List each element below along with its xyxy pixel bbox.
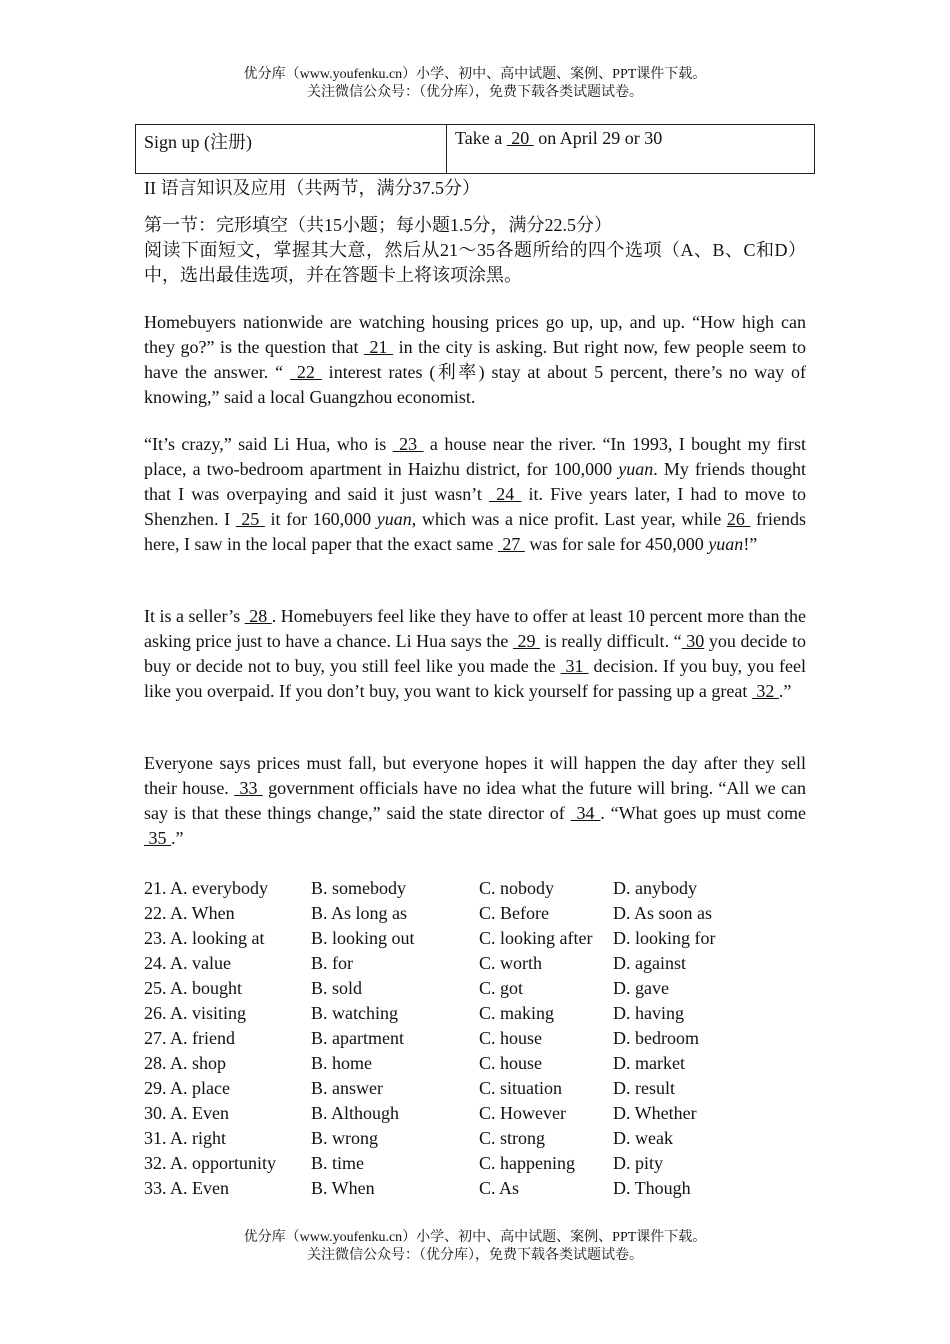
text-run: friends here, I saw in the local paper that the exact same [144,509,807,554]
passage-paragraph-4 [144,751,806,851]
option-d: D. looking for [613,928,716,948]
signup-table [135,124,815,174]
option-a: 22. A. When [144,903,235,923]
option-row [144,1076,763,1101]
passage-paragraph-1 [144,310,806,410]
option-b: B. time [311,1153,364,1173]
passage-paragraph-3 [144,604,806,704]
blank-26: 26 [726,509,751,529]
text-run: . Homebuyers feel like they have to offer at least 10 percent more than the asking price just to have a chance. Li Hua says the [144,606,806,651]
option-b: B. sold [311,978,363,998]
blank-35: 35 [144,828,171,848]
text-run: on April 29 or 30 [533,128,663,148]
part-title: II 语言知识及应用（共两节，满分37.5分） [144,178,480,198]
text-run: in the city is asking. But right now, few people seem to have the answer. “ [144,337,807,382]
text-run: .” [778,681,792,701]
blank-21: 21 [364,337,394,357]
option-a: 32. A. opportunity [144,1153,277,1173]
text-run: it. Five years later, I had to move to Shenzhen. I [144,484,807,529]
blank-20: 20 [506,128,534,148]
option-row [144,1151,763,1176]
option-d: D. result [613,1078,675,1098]
option-row [144,1126,763,1151]
table-cell-right [447,125,814,173]
blank-31: 31 [560,656,589,676]
option-b: B. looking out [311,928,415,948]
footer-line-2: 关注微信公众号：（优分库），免费下载各类试题试卷。 [307,1248,643,1263]
text-run: was for sale for 450,000 [524,534,709,554]
text-run-italic: yuan [618,459,654,479]
text-run: , which was a nice profit. Last year, while [411,509,727,529]
option-b: B. When [311,1178,375,1198]
option-b: B. for [311,953,353,973]
option-c: C. house [479,1053,542,1073]
option-d: D. pity [613,1153,664,1173]
text-run: “It’s crazy,” said Li Hua, who is [144,434,393,454]
instruction: 阅读下面短文，掌握其大意，然后从21～35各题所给的四个选项（A、B、C和D）中，选出最佳选项，并在答题卡上将该项涂黑。 [144,240,806,285]
option-d: D. bedroom [613,1028,699,1048]
blank-23: 23 [392,434,424,454]
option-a: 25. A. bought [144,978,243,998]
text-run-italic: yuan [708,534,744,554]
text-run: you decide to buy or decide not to buy, you still feel like you made the [144,631,807,676]
blank-30: 30 [681,631,705,651]
option-b: B. answer [311,1078,383,1098]
option-row [144,976,763,1001]
option-d: D. market [613,1053,685,1073]
blank-22: 22 [290,362,322,382]
option-b: B. home [311,1053,372,1073]
answer-options [144,876,763,1201]
option-a: 24. A. value [144,953,231,973]
option-a: 33. A. Even [144,1178,229,1198]
option-d: D. Whether [613,1103,697,1123]
option-c: C. making [479,1003,554,1023]
option-d: D. weak [613,1128,673,1148]
option-row [144,926,763,951]
option-a: 21. A. everybody [144,878,268,898]
text-run: government officials have no idea what the future will bring. “All we can say is that these things change,” said the state director of [144,778,807,823]
option-c: C. nobody [479,878,555,898]
blank-27: 27 [497,534,525,554]
option-a: 26. A. visiting [144,1003,247,1023]
option-c: C. However [479,1103,566,1123]
option-row [144,876,763,901]
option-d: D. against [613,953,686,973]
option-b: B. As long as [311,903,408,923]
option-c: C. worth [479,953,542,973]
option-d: D. gave [613,978,669,998]
text-run: !” [743,534,758,554]
option-row [144,1026,763,1051]
page-footer [0,1229,950,1265]
option-c: C. house [479,1028,542,1048]
text-run: Everyone says prices must fall, but everyone hopes it will happen the day after they sell their house. [144,753,806,798]
option-c: C. Before [479,903,549,923]
option-row [144,901,763,926]
option-b: B. somebody [311,878,407,898]
header-line-1: 优分库（www.youfenku.cn）小学、初中、高中试题、案例、PPT课件下载。 [243,67,707,82]
option-row [144,1101,763,1126]
option-a: 28. A. shop [144,1053,227,1073]
text-run: a house near the river. “In 1993, I bought my first place, a two-bedroom apartment in Haizhu district, for 100,000 [144,434,807,479]
option-c: C. happening [479,1153,575,1173]
text-run: Take a [455,128,507,148]
text-run: it for 160,000 [264,509,377,529]
blank-34: 34 [570,803,601,823]
option-a: 23. A. looking at [144,928,265,948]
header-line-2: 关注微信公众号：（优分库），免费下载各类试题试卷。 [307,85,643,100]
option-d: D. Though [613,1178,691,1198]
option-row [144,1176,763,1201]
footer-line-1: 优分库（www.youfenku.cn）小学、初中、高中试题、案例、PPT课件下载。 [243,1230,707,1245]
option-b: B. watching [311,1003,398,1023]
text-run: .” [171,828,184,848]
option-c: C. looking after [479,928,593,948]
option-a: 30. A. Even [144,1103,229,1123]
option-a: 27. A. friend [144,1028,235,1048]
text-run: interest rates (利率) stay at about 5 percent, there’s no way of knowing,” said a local Guangzhou economist. [144,362,806,407]
blank-29: 29 [512,631,541,651]
option-d: D. having [613,1003,684,1023]
text-run: . “What goes up must come [600,803,807,823]
blank-25: 25 [235,509,265,529]
table-cell-left: Sign up (注册) [136,125,447,173]
text-run: is really difficult. “ [540,631,682,651]
option-c: C. strong [479,1128,546,1148]
page-header [0,66,950,102]
option-a: 31. A. right [144,1128,227,1148]
blank-28: 28 [244,606,272,626]
option-d: D. anybody [613,878,697,898]
blank-33: 33 [234,778,263,798]
text-run: It is a seller’s [144,606,245,626]
text-run: decision. If you buy, you feel like you overpaid. If you don’t buy, you want to kick yourself for passing up a great [144,656,806,701]
blank-32: 32 [751,681,779,701]
option-c: C. situation [479,1078,563,1098]
option-row [144,951,763,976]
option-b: B. apartment [311,1028,404,1048]
section-intro [144,176,806,288]
option-c: C. As [479,1178,520,1198]
sub-title: 第一节：完形填空（共15小题；每小题1.5分，满分22.5分） [144,215,612,235]
option-a: 29. A. place [144,1078,230,1098]
option-row [144,1051,763,1076]
text-run: Homebuyers nationwide are watching housing prices go up, up, and up. “How high can they go?” is the question that [144,312,806,357]
option-row [144,1001,763,1026]
option-c: C. got [479,978,524,998]
passage-paragraph-2 [144,432,806,557]
option-d: D. As soon as [613,903,713,923]
text-run-italic: yuan [376,509,412,529]
option-b: B. Although [311,1103,400,1123]
text-run: . My friends thought that I was overpaying and said it just wasn’t [144,459,806,504]
option-b: B. wrong [311,1128,378,1148]
blank-24: 24 [489,484,522,504]
